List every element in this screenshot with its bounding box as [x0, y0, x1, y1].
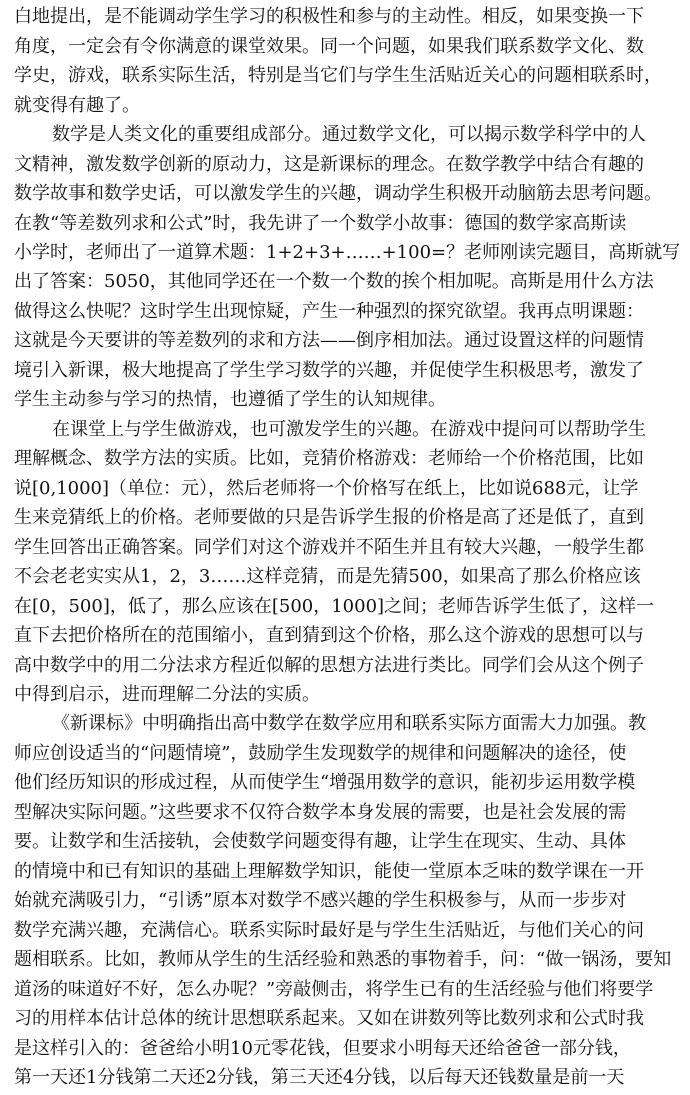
- text-line: 型解决实际问题。”这些要求不仅符合数学本身发展的需要，也是社会发展的需: [14, 802, 627, 823]
- text-line: 第一天还1分钱第二天还2分钱，第三天还4分钱，以后每天还钱数量是前一天: [14, 1067, 625, 1088]
- text-line: 做得这么快呢？这时学生出现惊疑，产生一种强烈的探究欲望。我再点明课题：: [14, 301, 644, 322]
- text-line: 在[0，500]，低了，那么应该在[500，1000]之间；老师告诉学生低了，这样一: [14, 596, 655, 617]
- text-line: 境引入新课，极大地提高了学生学习数学的兴趣，并促使学生积极思考，激发了: [14, 360, 644, 381]
- text-line: 中得到启示，进而理解二分法的实质。: [14, 684, 320, 705]
- text-line: 小学时，老师出了一道算术题：1+2+3+……+100=？老师刚读完题目，高斯就写: [14, 242, 681, 263]
- text-line: 说[0,1000]（单位：元），然后老师将一个价格写在纸上，比如说688元，让学: [14, 478, 639, 499]
- text-line: 题相联系。比如，教师从学生的生活经验和熟悉的事物着手，问：“做一锅汤，要知: [14, 949, 672, 970]
- text-line: 生来竞猜纸上的价格。老师要做的只是告诉学生报的价格是高了还是低了，直到: [14, 507, 644, 528]
- text-line: 高中数学中的用二分法求方程近似解的思想方法进行类比。同学们会从这个例子: [14, 655, 644, 676]
- text-line: 白地提出，是不能调动学生学习的积极性和参与的主动性。相反，如果变换一下: [14, 6, 644, 27]
- text-line: 《新课标》中明确指出高中数学在数学应用和联系实际方面需大力加强。教: [52, 713, 646, 734]
- text-line: 文精神，激发数学创新的原动力，这是新课标的理念。在数学教学中结合有趣的: [14, 154, 644, 175]
- text-line: 学生回答出正确答案。同学们对这个游戏并不陌生并且有较大兴趣，一般学生都: [14, 537, 644, 558]
- text-line: 数学故事和数学史话，可以激发学生的兴趣，调动学生积极开动脑筋去思考问题。: [14, 183, 662, 204]
- text-line: 在课堂上与学生做游戏，也可激发学生的兴趣。在游戏中提问可以帮助学生: [52, 419, 646, 440]
- text-line: 学史，游戏，联系实际生活，特别是当它们与学生生活贴近关心的问题相联系时，: [14, 65, 662, 86]
- text-line: 习的用样本估计总体的统计思想联系起来。又如在讲数列等比数列求和公式时我: [14, 1008, 644, 1029]
- text-line: 不会老老实实从1，2，3……这样竞猜，而是先猜500，如果高了那么价格应该: [14, 566, 641, 587]
- text-line: 直下去把价格所在的范围缩小，直到猜到这个价格，那么这个游戏的思想可以与: [14, 625, 644, 646]
- text-line: 学生主动参与学习的热情，也遵循了学生的认知规律。: [14, 389, 446, 410]
- text-line: 在教“等差数列求和公式”时，我先讲了一个数学小故事：德国的数学家高斯读: [14, 213, 627, 234]
- text-line: 这就是今天要讲的等差数列的求和方法——倒序相加法。通过设置这样的问题情: [14, 330, 644, 351]
- text-line: 数学是人类文化的重要组成部分。通过数学文化，可以揭示数学科学中的人: [52, 124, 646, 145]
- text-line: 数学充满兴趣，充满信心。联系实际时最好是与学生生活贴近，与他们关心的问: [14, 920, 644, 941]
- text-line: 的情境中和已有知识的基础上理解数学知识，能使一堂原本乏味的数学课在一开: [14, 861, 644, 882]
- text-line: 师应创设适当的“问题情境”，鼓励学生发现数学的规律和问题解决的途径，使: [14, 743, 627, 764]
- text-line: 始就充满吸引力，“引诱”原本对数学不感兴趣的学生积极参与，从而一步步对: [14, 890, 627, 911]
- text-line: 理解概念、数学方法的实质。比如，竞猜价格游戏：老师给一个价格范围，比如: [14, 448, 644, 469]
- text-line: 要。让数学和生活接轨，会使数学问题变得有趣，让学生在现实、生动、具体: [14, 831, 626, 852]
- text-line: 出了答案：5050，其他同学还在一个数一个数的挨个相加呢。高斯是用什么方法: [14, 271, 654, 292]
- text-line: 道汤的味道好不好，怎么办呢？”旁敲侧击，将学生已有的生活经验与他们将要学: [14, 979, 654, 1000]
- text-line: 就变得有趣了。: [14, 95, 140, 116]
- text-line: 是这样引入的：爸爸给小明10元零花钱，但要求小明每天还给爸爸一部分钱，: [14, 1038, 631, 1059]
- text-line: 角度，一定会有令你满意的课堂效果。同一个问题，如果我们联系数学文化、数: [14, 36, 644, 57]
- text-line: 他们经历知识的形成过程，从而使学生“增强用数学的意识，能初步运用数学模: [14, 772, 636, 793]
